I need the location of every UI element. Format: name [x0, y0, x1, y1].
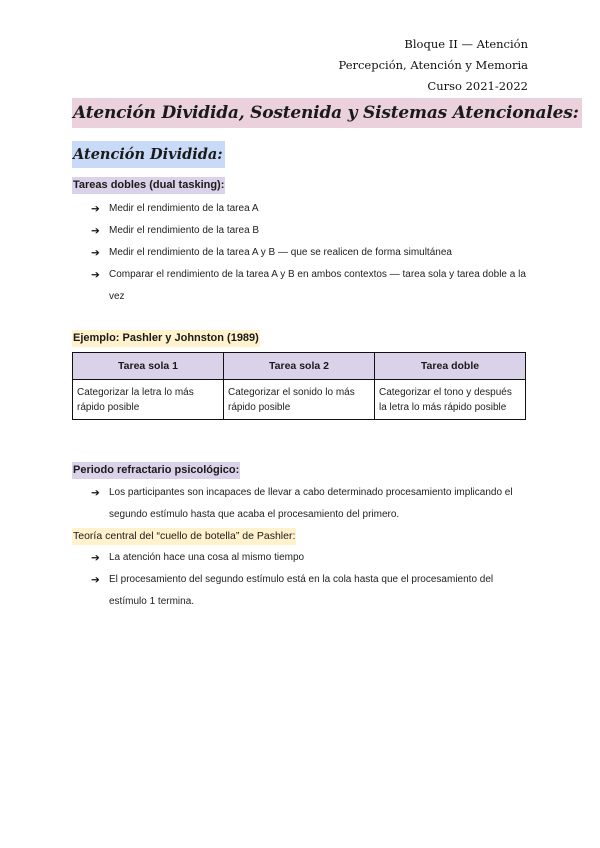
arrow-right-icon: ➔ [91, 552, 100, 564]
column-header: Tarea sola 2 [224, 353, 375, 380]
table-row [73, 380, 526, 420]
table-cell: Categorizar el tono y después la letra lo más rápido posible [375, 380, 526, 420]
list-item: ➔ La atención hace una cosa al mismo tiempo [91, 547, 531, 569]
experiment-table [72, 352, 526, 420]
list-item: ➔ Los participantes son incapaces de llevar a cabo determinado procesamiento implicando el segundo estímulo hasta que acaba el procesamiento del primero. [91, 482, 531, 526]
header-line-year: Curso 2021-2022 [427, 79, 528, 93]
list-item: ➔ Medir el rendimiento de la tarea A [91, 198, 531, 220]
refractory-heading: Periodo refractario psicológico: [72, 462, 240, 479]
table-header-row [73, 353, 526, 380]
bottleneck-heading: Teoría central del “cuello de botella” de Pashler: [72, 528, 296, 545]
bottleneck-list [91, 547, 531, 613]
table-cell: Categorizar el sonido lo más rápido posible [224, 380, 375, 420]
list-item: ➔ El procesamiento del segundo estímulo está en la cola hasta que el procesamiento del estímulo 1 termina. [91, 569, 531, 613]
header-line-course-name: Percepción, Atención y Memoria [338, 58, 528, 72]
refractory-list [91, 482, 531, 526]
arrow-right-icon: ➔ [91, 247, 100, 259]
example-heading: Ejemplo: Pashler y Johnston (1989) [72, 330, 260, 347]
header-line-block: Bloque II — Atención [404, 37, 528, 51]
document-header [338, 34, 528, 97]
column-header: Tarea doble [375, 353, 526, 380]
column-header: Tarea sola 1 [73, 353, 224, 380]
arrow-right-icon: ➔ [91, 487, 100, 499]
dual-tasking-list [91, 198, 531, 308]
dual-tasking-heading: Tareas dobles (dual tasking): [72, 177, 225, 194]
arrow-right-icon: ➔ [91, 269, 100, 281]
list-item: ➔ Medir el rendimiento de la tarea B [91, 220, 531, 242]
section-subtitle: Atención Dividida: [72, 141, 225, 168]
arrow-right-icon: ➔ [91, 574, 100, 586]
page-title: Atención Dividida, Sostenida y Sistemas Atencionales: [72, 98, 582, 128]
list-item: ➔ Medir el rendimiento de la tarea A y B — que se realicen de forma simultánea [91, 242, 531, 264]
arrow-right-icon: ➔ [91, 203, 100, 215]
table-cell: Categorizar la letra lo más rápido posible [73, 380, 224, 420]
list-item: ➔ Comparar el rendimiento de la tarea A y B en ambos contextos — tarea sola y tarea doble a la vez [91, 264, 531, 308]
arrow-right-icon: ➔ [91, 225, 100, 237]
